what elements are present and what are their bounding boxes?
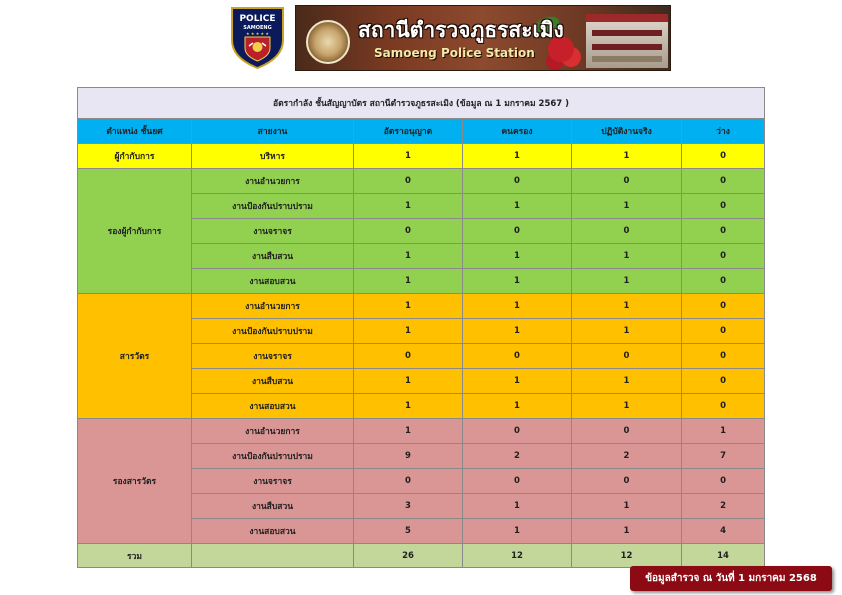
occupied-cell: 1 [463,369,572,394]
total-line-cell [192,544,354,568]
vacant-cell: 0 [682,294,765,319]
line-cell: งานป้องกันปราบปราม [192,444,354,469]
line-cell: งานอำนวยการ [192,419,354,444]
vacant-cell: 2 [682,494,765,519]
occupied-cell: 1 [463,394,572,419]
total-label: รวม [78,544,192,568]
on-duty-cell: 1 [572,194,682,219]
banner-subtitle: Samoeng Police Station [374,46,535,60]
line-cell: งานอำนวยการ [192,294,354,319]
on-duty-cell: 0 [572,419,682,444]
on-duty-cell: 1 [572,394,682,419]
line-cell: งานสอบสวน [192,394,354,419]
banner-title: สถานีตำรวจภูธรสะเมิง [358,18,564,42]
occupied-cell: 0 [463,219,572,244]
authorized-cell: 5 [354,519,463,544]
vacant-cell: 0 [682,219,765,244]
vacant-cell: 0 [682,469,765,494]
line-cell: งานสืบสวน [192,369,354,394]
vacant-cell: 0 [682,269,765,294]
table-title: อัตรากำลัง ชั้นสัญญาบัตร สถานีตำรวจภูธรสะเมิง (ข้อมูล ณ 1 มกราคม 2567 ) [78,88,765,119]
occupied-cell: 0 [463,419,572,444]
badge-top-text: POLICE [239,14,276,24]
on-duty-cell: 0 [572,469,682,494]
vacant-cell: 7 [682,444,765,469]
line-cell: งานสอบสวน [192,519,354,544]
column-header-vacant: ว่าง [682,119,765,144]
rank-cell: ผู้กำกับการ [78,144,192,169]
authorized-cell: 0 [354,219,463,244]
total-vacant-cell: 14 [682,544,765,568]
rank-cell: รองสารวัตร [78,419,192,544]
on-duty-cell: 1 [572,519,682,544]
vacant-cell: 4 [682,519,765,544]
total-occupied-cell: 12 [463,544,572,568]
column-header-line: สายงาน [192,119,354,144]
vacant-cell: 0 [682,194,765,219]
authorized-cell: 1 [354,194,463,219]
authorized-cell: 1 [354,294,463,319]
occupied-cell: 1 [463,144,572,169]
line-cell: งานอำนวยการ [192,169,354,194]
occupied-cell: 1 [463,294,572,319]
line-cell: งานสืบสวน [192,244,354,269]
authorized-cell: 9 [354,444,463,469]
occupied-cell: 1 [463,194,572,219]
on-duty-cell: 1 [572,144,682,169]
line-cell: งานจราจร [192,219,354,244]
line-cell: งานจราจร [192,469,354,494]
occupied-cell: 1 [463,244,572,269]
column-header-rank: ตำแหน่ง ชั้นยศ [78,119,192,144]
authorized-cell: 0 [354,344,463,369]
total-on-duty-cell: 12 [572,544,682,568]
authorized-cell: 1 [354,269,463,294]
authorized-cell: 1 [354,244,463,269]
svg-text:★ ★ ★ ★ ★: ★ ★ ★ ★ ★ [245,31,270,36]
on-duty-cell: 0 [572,219,682,244]
on-duty-cell: 1 [572,494,682,519]
vacant-cell: 0 [682,319,765,344]
occupied-cell: 1 [463,494,572,519]
survey-date-tag: ข้อมูลสำรวจ ณ วันที่ 1 มกราคม 2568 [630,566,832,591]
line-cell: งานป้องกันปราบปราม [192,319,354,344]
line-cell: งานป้องกันปราบปราม [192,194,354,219]
police-badge-logo [229,6,286,70]
vacant-cell: 0 [682,394,765,419]
authorized-cell: 1 [354,369,463,394]
line-cell: งานจราจร [192,344,354,369]
on-duty-cell: 1 [572,319,682,344]
occupied-cell: 0 [463,469,572,494]
occupied-cell: 1 [463,319,572,344]
authorized-cell: 3 [354,494,463,519]
on-duty-cell: 1 [572,369,682,394]
on-duty-cell: 1 [572,244,682,269]
station-banner [295,5,671,71]
occupied-cell: 0 [463,344,572,369]
table-row [78,169,765,194]
on-duty-cell: 0 [572,169,682,194]
table-header-row [78,119,765,144]
on-duty-cell: 1 [572,269,682,294]
column-header-authorized: อัตราอนุญาต [354,119,463,144]
authorized-cell: 1 [354,419,463,444]
on-duty-cell: 0 [572,344,682,369]
authorized-cell: 0 [354,469,463,494]
line-cell: งานสอบสวน [192,269,354,294]
authorized-cell: 1 [354,394,463,419]
total-row [78,544,765,568]
total-authorized-cell: 26 [354,544,463,568]
station-building-image [586,22,668,68]
authorized-cell: 0 [354,169,463,194]
rank-cell: สารวัตร [78,294,192,419]
vacant-cell: 1 [682,419,765,444]
occupied-cell: 1 [463,519,572,544]
table-title-row [78,88,765,119]
occupied-cell: 1 [463,269,572,294]
vacant-cell: 0 [682,344,765,369]
line-cell: บริหาร [192,144,354,169]
vacant-cell: 0 [682,244,765,269]
table-row [78,419,765,444]
on-duty-cell: 2 [572,444,682,469]
column-header-occupied: คนครอง [463,119,572,144]
table-row [78,144,765,169]
authorized-cell: 1 [354,144,463,169]
badge-sub-text: SAMOENG [243,25,272,31]
vacant-cell: 0 [682,169,765,194]
rank-cell: รองผู้กำกับการ [78,169,192,294]
on-duty-cell: 1 [572,294,682,319]
vacant-cell: 0 [682,369,765,394]
manpower-table [77,87,765,568]
occupied-cell: 2 [463,444,572,469]
occupied-cell: 0 [463,169,572,194]
column-header-on-duty: ปฏิบัติงานจริง [572,119,682,144]
table-row [78,294,765,319]
authorized-cell: 1 [354,319,463,344]
police-seal-icon [306,20,350,64]
vacant-cell: 0 [682,144,765,169]
line-cell: งานสืบสวน [192,494,354,519]
